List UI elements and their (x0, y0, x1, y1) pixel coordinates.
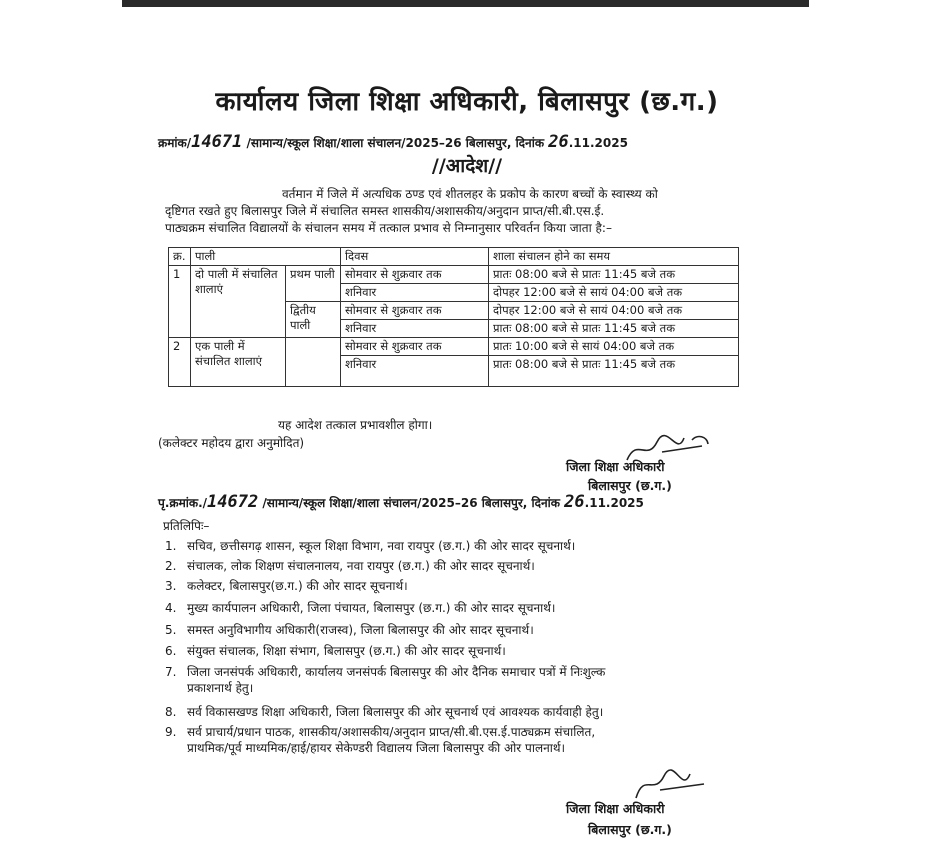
row-time: प्रातः 08:00 बजे से प्रातः 11:45 बजे तक (489, 320, 739, 338)
intro-line-3: पाठ्यक्रम संचालित विद्यालयों के संचालन समय में तत्काल प्रभाव से निम्नानुसार परिवर्तन किया जाता है:– (165, 221, 612, 235)
list-item: 4. मुख्य कार्यपालन अधिकारी, जिला पंचायत, बिलासपुर (छ.ग.) की ओर सादर सूचनार्थ। (165, 601, 556, 615)
list-item: 7. जिला जनसंपर्क अधिकारी, कार्यालय जनसंपर्क बिलासपुर की ओर दैनिक समाचार पत्रों में निःशुल्क प्रकाशनार्थ हेतु। (165, 665, 606, 695)
row-time: प्रातः 10:00 बजे से सायं 04:00 बजे तक (489, 338, 739, 356)
effective-note: यह आदेश तत्काल प्रभावशील होगा। (278, 418, 433, 432)
header-sno: क्र. (169, 248, 191, 266)
row-day: सोमवार से शुक्रवार तक (341, 338, 489, 356)
list-item: 2. संचालक, लोक शिक्षण संचालनालय, नवा रायपुर (छ.ग.) की ओर सादर सूचनार्थ। (165, 559, 535, 573)
row-shift-empty (286, 338, 341, 387)
list-item: 6. संयुक्त संचालक, शिक्षा संभाग, बिलासपुर (छ.ग.) की ओर सादर सूचनार्थ। (165, 644, 506, 658)
table-row (169, 266, 739, 284)
signature-designation-2: जिला शिक्षा अधिकारी (566, 801, 665, 816)
office-title: कार्यालय जिला शिक्षा अधिकारी, बिलासपुर (छ.ग.) (215, 87, 719, 117)
endorsement-body: /सामान्य/स्कूल शिक्षा/शाला संचालन/2025–26 बिलासपुर, दिनांक (262, 496, 560, 510)
row-day: शनिवार (341, 356, 489, 387)
row-sno: 2 (169, 338, 191, 387)
reference-date-rest: .11.2025 (568, 136, 628, 150)
reference-prefix: क्रमांक/ (158, 136, 192, 150)
row-time: दोपहर 12:00 बजे से सायं 04:00 बजे तक (489, 302, 739, 320)
row-day: शनिवार (341, 320, 489, 338)
row-time: दोपहर 12:00 बजे से सायं 04:00 बजे तक (489, 284, 739, 302)
row-shift-name: प्रथम पाली (286, 266, 341, 302)
endorsement-number: 14672 (207, 492, 259, 512)
header-day: दिवस (341, 248, 489, 266)
row-day: शनिवार (341, 284, 489, 302)
row-sno: 1 (169, 266, 191, 338)
reference-date-day: 26 (548, 132, 569, 152)
row-shift-name: द्वितीय पाली (286, 302, 341, 338)
row-day: सोमवार से शुक्रवार तक (341, 302, 489, 320)
list-item: 8. सर्व विकासखण्ड शिक्षा अधिकारी, जिला बिलासपुर की ओर सूचनार्थ एवं आवश्यक कार्यवाही हेतु। (165, 705, 604, 719)
reference-line (158, 132, 628, 152)
signature-scribble-2 (630, 768, 710, 804)
intro-line-1: वर्तमान में जिले में अत्यधिक ठण्ड एवं शीतलहर के प्रकोप के कारण बच्चों के स्वास्थ्य को (282, 187, 658, 201)
list-item: 3. कलेक्टर, बिलासपुर(छ.ग.) की ओर सादर सूचनार्थ। (165, 579, 408, 593)
copy-label: प्रतिलिपिः– (163, 519, 210, 533)
signature-place-2: बिलासपुर (छ.ग.) (588, 822, 672, 837)
row-time: प्रातः 08:00 बजे से प्रातः 11:45 बजे तक (489, 356, 739, 387)
endorsement-prefix: पृ.क्रमांक./ (158, 496, 208, 510)
intro-line-2: दृष्टिगत रखते हुए बिलासपुर जिले में संचालित समस्त शासकीय/अशासकीय/अनुदान प्राप्त/सी.बी.एस.ई. (165, 204, 605, 218)
table-header-row (169, 248, 739, 266)
row-day: सोमवार से शुक्रवार तक (341, 266, 489, 284)
endorsement-line (158, 492, 644, 512)
list-item: 9. सर्व प्राचार्य/प्रधान पाठक, शासकीय/अशासकीय/अनुदान प्राप्त/सी.बी.एस.ई.पाठ्यक्रम संचालित, प्राथमिक/पूर्व माध्यमिक/हाई/हायर सेकेण्डरी विद्यालय जिला बिलासपुर की ओर पालनार्थ। (165, 725, 596, 755)
endorsement-date-day: 26 (564, 492, 585, 512)
signature-place-1: बिलासपुर (छ.ग.) (588, 478, 672, 493)
approval-note: (कलेक्टर महोदय द्वारा अनुमोदित) (158, 436, 305, 450)
row-category: दो पाली में संचालित शालाएं (191, 266, 286, 338)
reference-number: 14671 (191, 132, 243, 152)
signature-designation-1: जिला शिक्षा अधिकारी (566, 459, 665, 474)
intro-paragraph (165, 186, 658, 237)
list-item: 5. समस्त अनुविभागीय अधिकारी(राजस्व), जिला बिलासपुर की ओर सादर सूचनार्थ। (165, 623, 534, 637)
header-time: शाला संचालन होने का समय (489, 248, 739, 266)
header-shift: पाली (191, 248, 341, 266)
schedule-table (168, 247, 739, 387)
reference-body: /सामान्य/स्कूल शिक्षा/शाला संचालन/2025–26 बिलासपुर, दिनांक (246, 136, 545, 150)
list-item: 1. सचिव, छत्तीसगढ़ शासन, स्कूल शिक्षा विभाग, नवा रायपुर (छ.ग.) की ओर सादर सूचनार्थ। (165, 539, 576, 553)
row-category: एक पाली में संचालित शालाएं (191, 338, 286, 387)
top-frame-bar (122, 0, 809, 7)
row-time: प्रातः 08:00 बजे से प्रातः 11:45 बजे तक (489, 266, 739, 284)
endorsement-date-rest: .11.2025 (584, 496, 644, 510)
copy-list (165, 538, 605, 756)
order-heading: //आदेश// (431, 155, 503, 177)
table-row (169, 338, 739, 356)
